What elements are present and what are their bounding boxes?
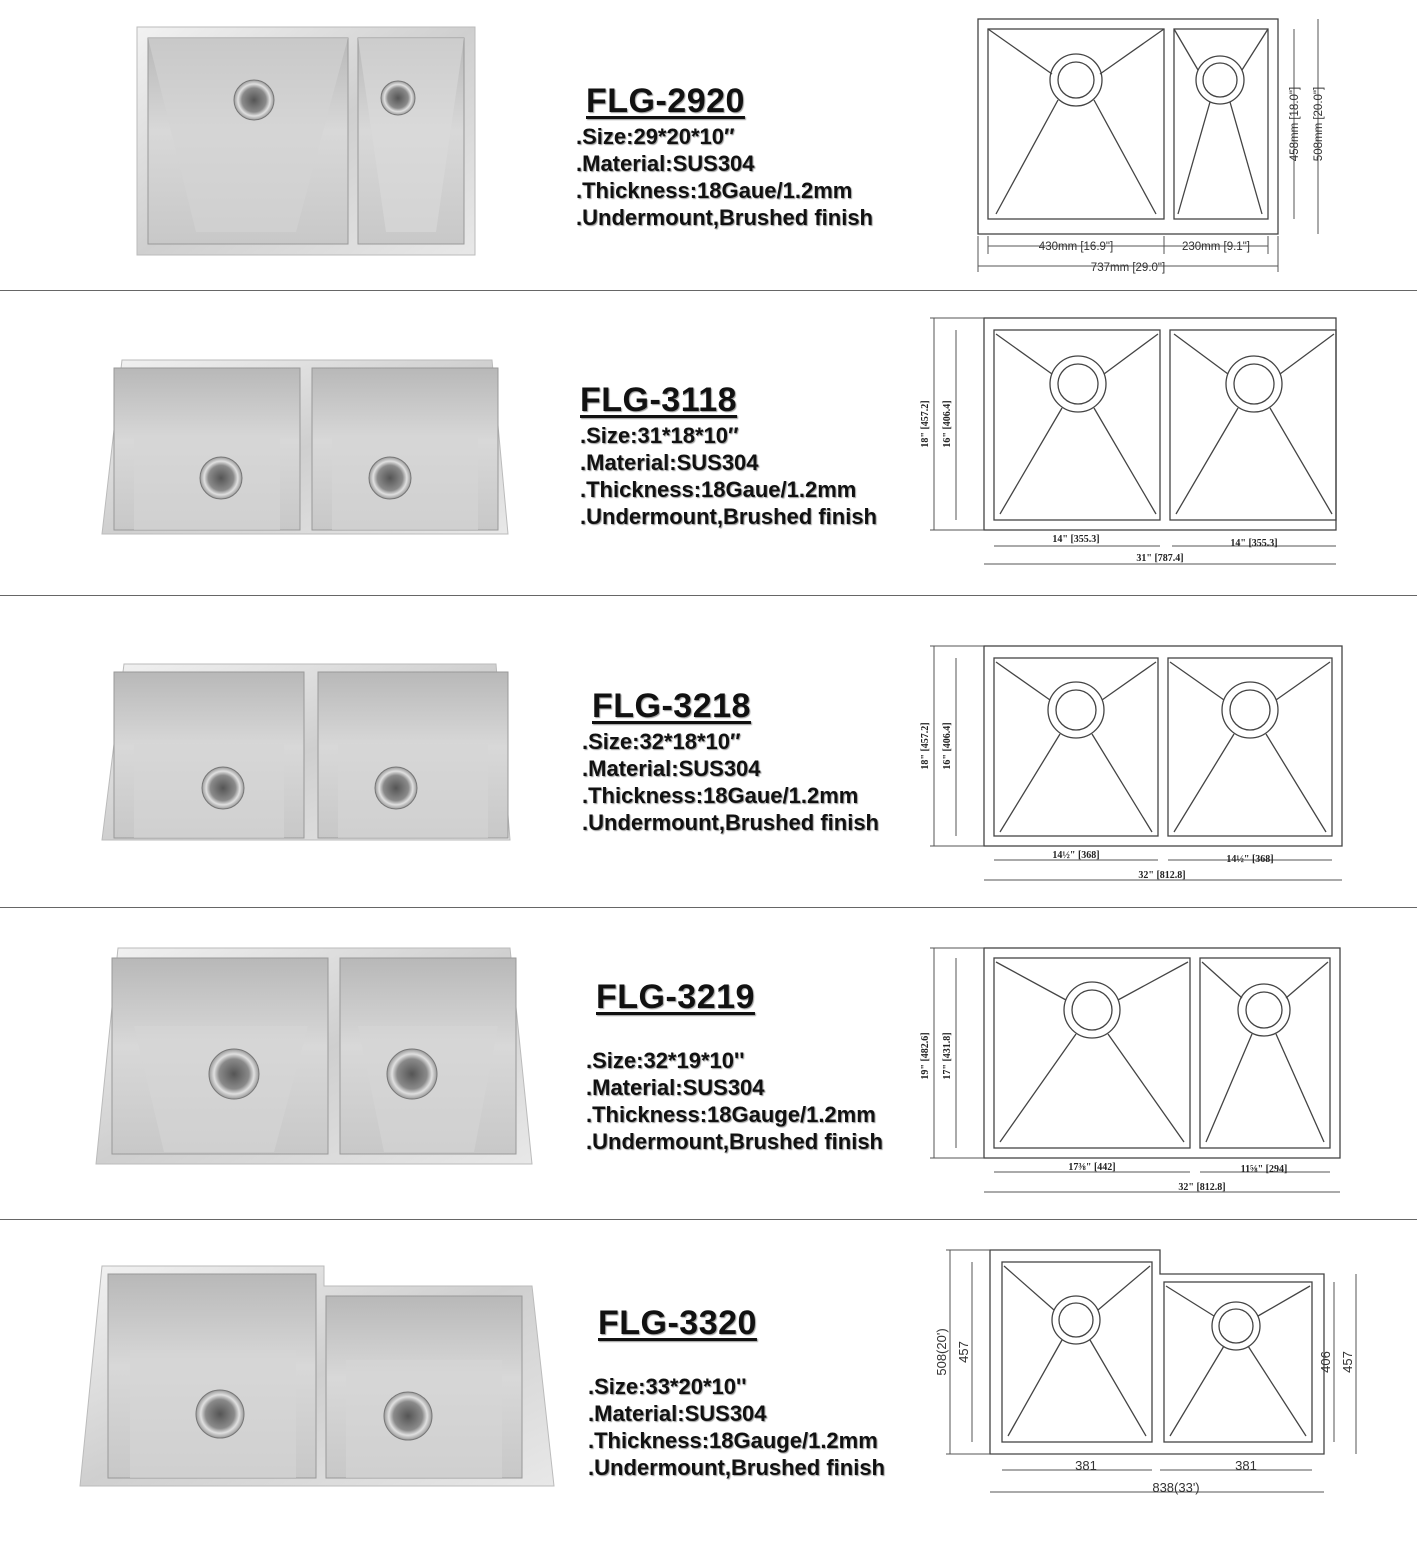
row-divider — [0, 290, 1417, 291]
model-title: FLG-3219 — [596, 978, 755, 1016]
dim-right-inner-height: 406 — [1318, 1351, 1333, 1373]
dim-inner-height: 16" [406.4] — [942, 400, 953, 448]
dim-left-width: 14" [355.3] — [1052, 534, 1100, 545]
dim-total-width: 838(33') — [1152, 1480, 1200, 1495]
dim-right-width: 14½" [368] — [1226, 854, 1274, 865]
spec-thickness: .Thickness:18Gauge/1.2mm — [588, 1428, 878, 1453]
row-divider — [0, 907, 1417, 908]
drain-icon — [387, 1049, 437, 1099]
dim-right-width: 230mm [9.1"] — [1181, 241, 1251, 253]
spec-block-flg-3118 — [580, 381, 877, 530]
spec-finish: .Undermount,Brushed finish — [582, 810, 879, 835]
model-title: FLG-2920 — [586, 82, 745, 120]
spec-material: .Material:SUS304 — [580, 450, 759, 475]
spec-finish: .Undermount,Brushed finish — [580, 504, 877, 529]
spec-thickness: .Thickness:18Gaue/1.2mm — [580, 477, 857, 502]
drain-icon — [381, 81, 415, 115]
dim-right-outer-height: 457 — [1340, 1351, 1355, 1373]
spec-material: .Material:SUS304 — [576, 151, 755, 176]
dim-inner-height: 458mm [18.0"] — [1289, 86, 1301, 162]
dim-total-width: 31" [787.4] — [1136, 553, 1184, 564]
dim-total-width: 32" [812.8] — [1178, 1182, 1226, 1193]
sink-photo-flg-2920 — [136, 26, 476, 256]
drain-icon — [384, 1392, 432, 1440]
spec-thickness: .Thickness:18Gaue/1.2mm — [576, 178, 853, 203]
technical-drawing-flg-3218 — [916, 640, 1356, 888]
model-title: FLG-3218 — [592, 687, 751, 725]
technical-drawing-flg-2920 — [970, 14, 1340, 278]
dim-right-width: 14" [355.3] — [1230, 538, 1278, 549]
drain-icon — [196, 1390, 244, 1438]
model-title: FLG-3320 — [598, 1304, 757, 1342]
spec-block-flg-3218 — [582, 687, 879, 836]
technical-drawing-flg-3118 — [916, 314, 1356, 572]
dim-outer-height: 508(20') — [934, 1328, 949, 1376]
dim-right-width: 381 — [1235, 1458, 1257, 1473]
dim-outer-height: 19" [482.6] — [920, 1032, 931, 1080]
dim-inner-height: 457 — [956, 1341, 971, 1363]
dim-total-width: 737mm [29.0"] — [1090, 262, 1166, 274]
spec-finish: .Undermount,Brushed finish — [576, 205, 873, 230]
row-divider — [0, 595, 1417, 596]
spec-material: .Material:SUS304 — [588, 1401, 767, 1426]
drain-icon — [200, 457, 242, 499]
drain-icon — [234, 80, 274, 120]
sink-photo-flg-3219 — [94, 946, 534, 1168]
sink-photo-flg-3218 — [100, 662, 512, 844]
technical-drawing-flg-3219 — [916, 944, 1356, 1200]
spec-thickness: .Thickness:18Gauge/1.2mm — [586, 1102, 876, 1127]
dim-left-width: 17⅜" [442] — [1068, 1162, 1116, 1173]
dim-inner-height: 17" [431.8] — [942, 1032, 953, 1080]
spec-size: .Size:32*18*10″ — [582, 729, 741, 754]
spec-size: .Size:31*18*10″ — [580, 423, 739, 448]
dim-outer-height: 18" [457.2] — [920, 400, 931, 448]
spec-material: .Material:SUS304 — [582, 756, 761, 781]
dim-inner-height: 16" [406.4] — [942, 722, 953, 770]
technical-drawing-flg-3320 — [930, 1244, 1370, 1500]
drain-icon — [202, 767, 244, 809]
dim-right-width: 11⅝" [294] — [1240, 1164, 1288, 1175]
drain-icon — [369, 457, 411, 499]
dim-outer-height: 18" [457.2] — [920, 722, 931, 770]
dim-outer-height: 508mm [20.0"] — [1313, 86, 1325, 162]
drain-icon — [209, 1049, 259, 1099]
dim-total-width: 32" [812.8] — [1138, 870, 1186, 881]
drain-icon — [375, 767, 417, 809]
dim-left-width: 14½" [368] — [1052, 850, 1100, 861]
spec-size: .Size:33*20*10'' — [588, 1374, 747, 1399]
spec-material: .Material:SUS304 — [586, 1075, 765, 1100]
spec-finish: .Undermount,Brushed finish — [586, 1129, 883, 1154]
dim-left-width: 381 — [1075, 1458, 1097, 1473]
spec-block-flg-3219 — [586, 978, 883, 1155]
spec-block-flg-2920 — [576, 82, 873, 231]
row-divider — [0, 1219, 1417, 1220]
sink-photo-flg-3118 — [100, 358, 510, 538]
spec-finish: .Undermount,Brushed finish — [588, 1455, 885, 1480]
spec-thickness: .Thickness:18Gaue/1.2mm — [582, 783, 859, 808]
spec-size: .Size:29*20*10″ — [576, 124, 735, 149]
spec-block-flg-3320 — [588, 1304, 885, 1481]
spec-size: .Size:32*19*10'' — [586, 1048, 745, 1073]
sink-photo-flg-3320 — [78, 1264, 556, 1490]
model-title: FLG-3118 — [580, 381, 738, 419]
dim-left-width: 430mm [16.9"] — [1038, 241, 1114, 253]
